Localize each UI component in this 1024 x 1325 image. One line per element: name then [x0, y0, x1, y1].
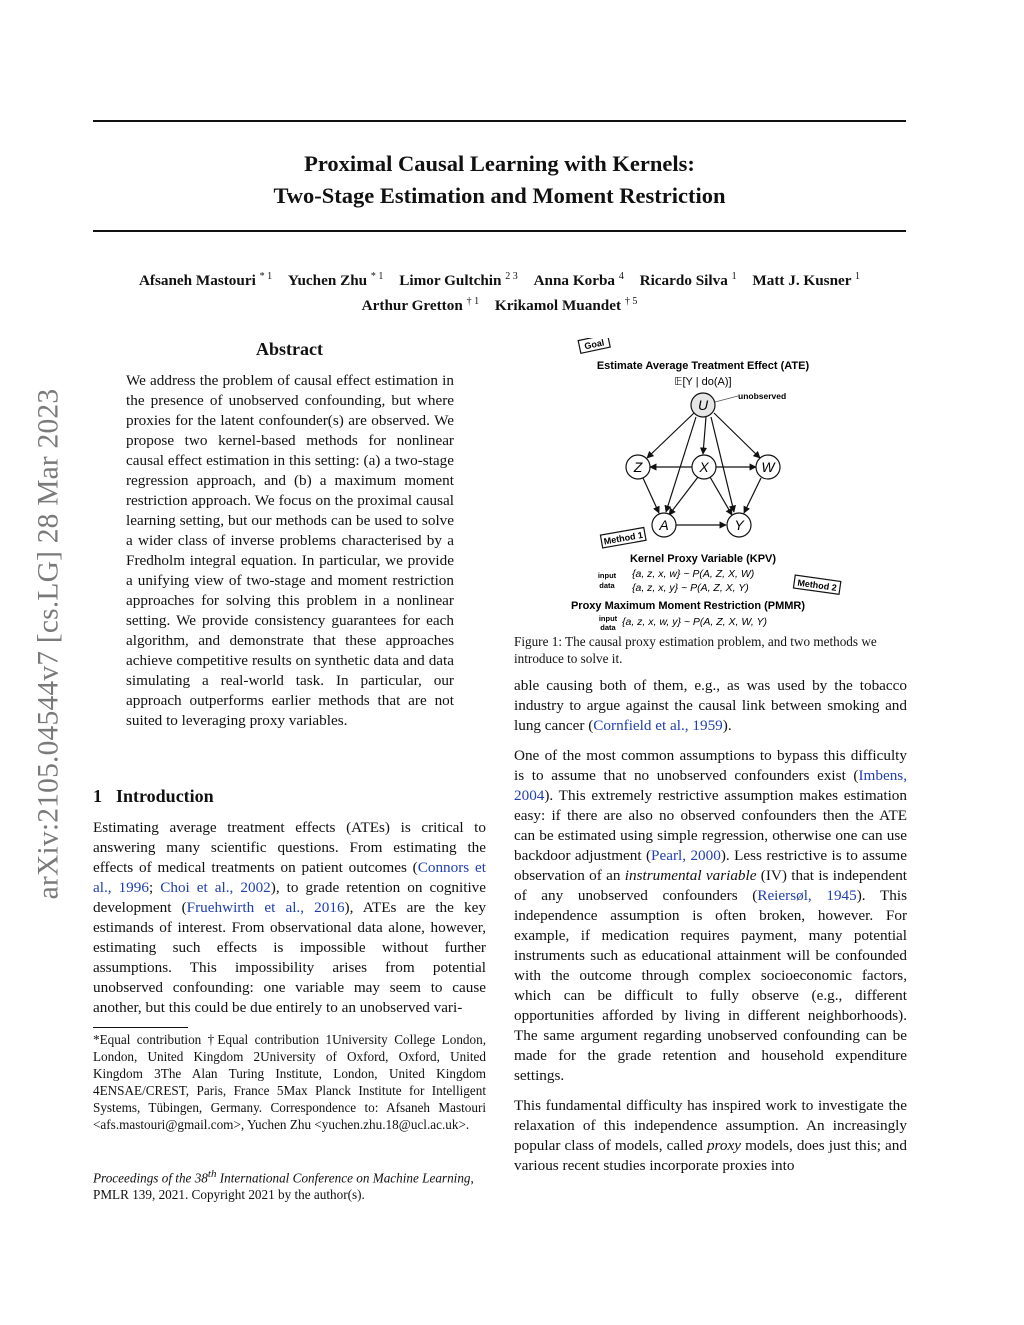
- section-heading: 1 Introduction: [93, 786, 214, 806]
- svg-text:data: data: [600, 623, 616, 630]
- citation-link[interactable]: Reiersøl, 1945: [757, 887, 857, 904]
- author: Yuchen Zhu $^{* 1}$: [287, 271, 384, 290]
- paper-title: Proximal Causal Learning with Kernels: Two-Stage Estimation and Moment Restriction: [273, 151, 726, 208]
- svg-text:Method 1: Method 1: [603, 529, 644, 547]
- abstract-heading: Abstract: [256, 339, 323, 359]
- author: Arthur Gretton $^{\dagger 1}$: [361, 296, 480, 315]
- arxiv-stamp: arXiv:2105.04544v7 [cs.LG] 28 Mar 2023: [32, 388, 65, 900]
- right-paragraph: One of the most common assumptions to bypass this difficulty is to assume that no unobserved confounders exist (Imbens, 2004). This extremely restrictive assumption makes estimation easy: if there are also no observed confounders then the ATE can be estimated using simple regression, otherwise one can use backdoor adjustment (Pearl, 2000). Less restrictive is to assume observation of an instrumental variable (IV) that is independent of any unobserved confounders (Reiersøl, 1945). This independence assumption is often broken, however. For example, if medication requires payment, many potential instruments such as educational attainment will be confounded with the outcome through complex socioeconomic factors, which can be difficult to fully observe (e.g., different opportunities afforded by living in different neighborhoods). The same argument regarding unobserved confounding can be made for the grade retention and household expenditure settings.: [514, 747, 908, 1084]
- node-y: [727, 513, 751, 537]
- kpv-data-line: {a, z, x, y} ~ P(A, Z, X, Y): [632, 582, 749, 594]
- svg-text:A: A: [659, 517, 669, 533]
- node-u: [691, 393, 715, 417]
- node-x: [692, 455, 716, 479]
- svg-text:Z: Z: [633, 459, 643, 475]
- citation-link[interactable]: Cornfield et al., 1959: [593, 717, 723, 734]
- right-paragraph: This fundamental difficulty has inspired work to investigate the relaxation of this independence assumption. An increasingly popular class of models, called proxy models, does just this; and various recent studies incorporate proxies into: [514, 1097, 907, 1174]
- causal-figure: [560, 338, 860, 630]
- proceedings-note: Proceedings of the 38th International Conference on Machine Learning, PMLR 139, 2021. Copyright 2021 by the author(s).: [93, 1168, 474, 1203]
- goal-title: Estimate Average Treatment Effect (ATE): [596, 360, 810, 372]
- author-list: [93, 266, 906, 316]
- citation-link[interactable]: Imbens, 2004: [514, 767, 907, 804]
- author: Matt J. Kusner $^1$: [752, 271, 861, 290]
- svg-text:U: U: [697, 397, 709, 413]
- svg-text:input: input: [598, 614, 618, 623]
- svg-text:data: data: [599, 581, 615, 590]
- svg-text:Goal: Goal: [583, 338, 606, 352]
- top-rule: [93, 120, 906, 122]
- kpv-data-line: {a, z, x, w} ~ P(A, Z, X, W): [632, 568, 755, 580]
- author: Krikamol Muandet $^{\dagger 5}$: [494, 296, 638, 315]
- goal-tag: [578, 338, 610, 353]
- method1-tag: [600, 527, 646, 547]
- unobserved-label: unobserved: [738, 391, 787, 401]
- svg-text:X: X: [699, 459, 709, 475]
- citation-link[interactable]: Choi et al., 2002: [160, 879, 271, 896]
- author: Limor Gultchin $^{2 3}$: [399, 271, 518, 290]
- node-w: [756, 455, 780, 479]
- kpv-title: Kernel Proxy Variable (KPV): [629, 553, 777, 565]
- node-z: [626, 455, 650, 479]
- citation-link[interactable]: Pearl, 2000: [651, 847, 721, 864]
- right-paragraph: able causing both of them, e.g., as was used by the tobacco industry to argue against the causal link between smoking and lung cancer (Cornfield et al., 1959).: [514, 677, 907, 734]
- pmmr-title: Proxy Maximum Moment Restriction (PMMR): [570, 600, 806, 612]
- method2-tag: [793, 575, 840, 594]
- svg-text:input: input: [597, 571, 617, 580]
- author: Afsaneh Mastouri $^{* 1}$: [138, 271, 273, 290]
- svg-text:Y: Y: [734, 517, 744, 533]
- title-bottom-rule: [93, 230, 906, 232]
- figure-caption: Figure 1: The causal proxy estimation problem, and two methods we introduce to solve it.: [514, 634, 877, 666]
- pmmr-data-line: {a, z, x, w, y} ~ P(A, Z, X, W, Y): [622, 616, 768, 628]
- citation-link[interactable]: Fruehwirth et al., 2016: [186, 899, 345, 916]
- author: Anna Korba $^4$: [533, 271, 624, 290]
- footnote-rule: [93, 1027, 188, 1028]
- svg-text:W: W: [761, 459, 775, 475]
- node-a: [652, 513, 676, 537]
- svg-text:Method 2: Method 2: [796, 577, 838, 593]
- goal-formula: 𝔼[Y | do(A)]: [674, 376, 732, 388]
- citation-link[interactable]: Connors et al., 1996: [93, 859, 486, 896]
- intro-paragraph: Estimating average treatment effects (ATEs) is critical to answering many scientific questions. From estimating the effects of medical treatments on patient outcomes (Connors et al., 1996; Choi et al., 2002), to grade retention on cognitive development (Fruehwirth et al., 2016), ATEs are the key estimands of interest. From observational data alone, however, estimating such effects is impossible without further assumptions. This impossibility arises from potential unobserved confounding: one variable may seem to cause another, but this could be due entirely to an unobserved vari-: [93, 819, 486, 1016]
- abstract-text: We address the problem of causal effect estimation in the presence of unobserved confounding, but where proxies for the latent confounder(s) are observed. We propose two kernel-based methods for nonlinear causal effect estimation in this setting: (a) a two-stage regression approach, and (b) a maximum moment restriction approach. We focus on the proximal causal learning setting, but our methods can be used to solve a wider class of inverse problems characterised by a Fredholm integral equation. In particular, we provide a unifying view of two-stage and moment restriction approaches for solving this problem in a nonlinear setting. We provide consistency guarantees for each algorithm, and demonstrate that these approaches achieve competitive results on synthetic data and data simulating a real-world task. In particular, our approach outperforms earlier methods that are not suited to leveraging proxy variables.: [126, 372, 454, 729]
- author: Ricardo Silva $^1$: [639, 271, 737, 290]
- affiliation-footnote: *Equal contribution †Equal contribution 1University College London, London, United Kingdom 2University of Oxford, Oxford, United Kingdom 3The Alan Turing Institute, London, United Kingdom 4ENSAE/CREST, Paris, France 5Max Planck Institute for Intelligent Systems, Tübingen, Germany. Correspondence to: Afsaneh Mastouri <afs.mastouri@gmail.com>, Yuchen Zhu <yuchen.zhu.18@ucl.ac.uk>.: [93, 1032, 486, 1132]
